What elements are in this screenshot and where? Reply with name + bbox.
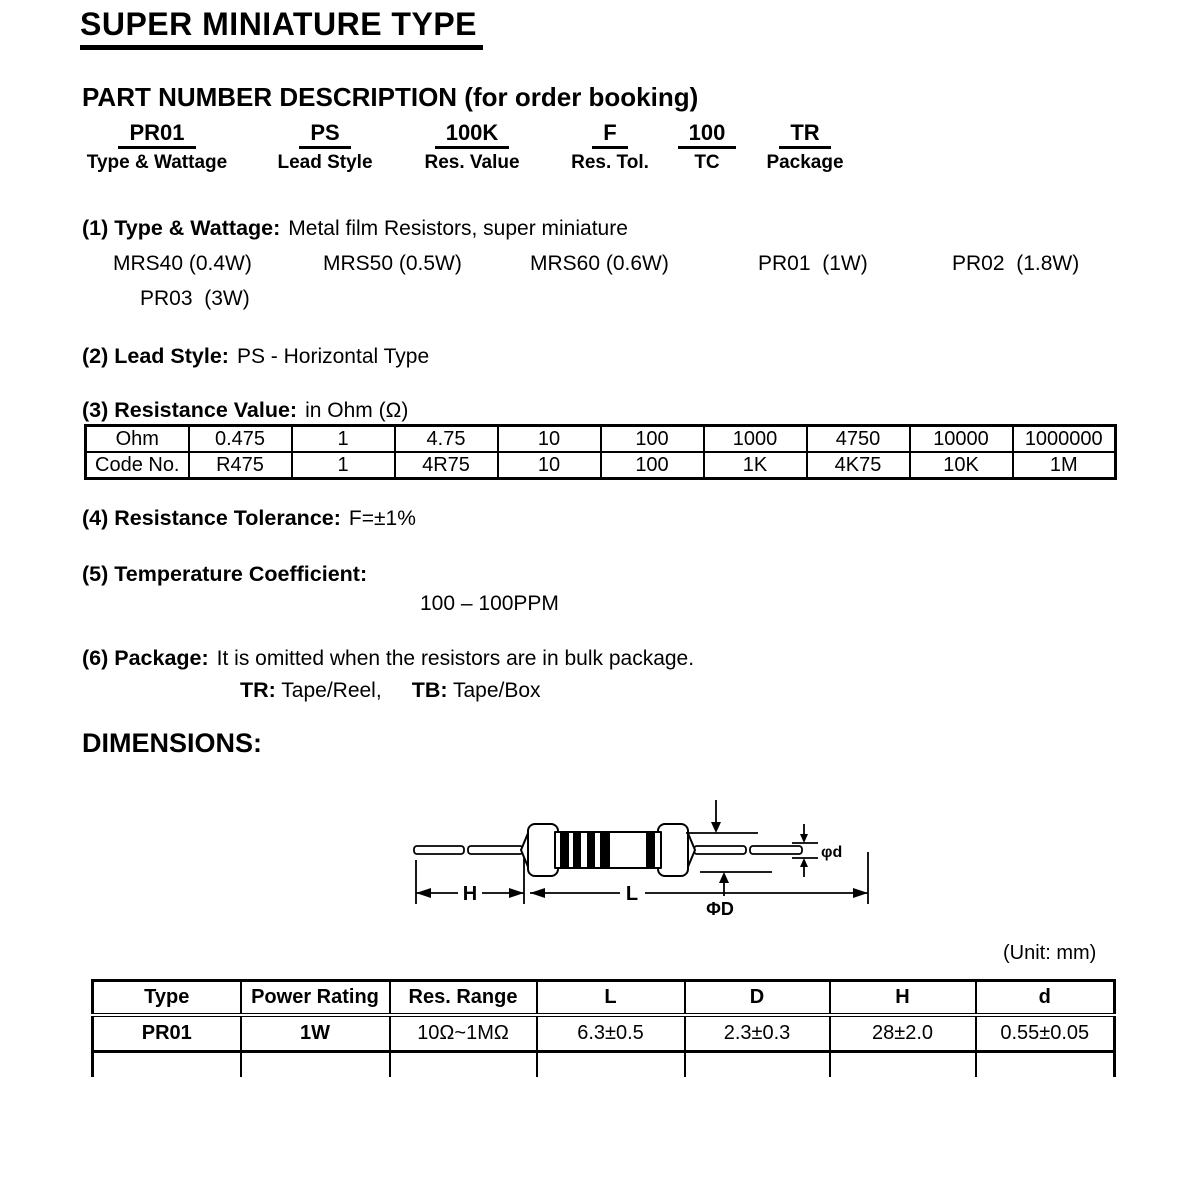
section-1-heading [82,216,628,241]
ohm-cell: 0.475 [189,426,292,453]
type-item: MRS60 (0.6W) [530,252,669,275]
col-header: d [976,981,1115,1016]
d-cell: 2.3±0.3 [685,1015,830,1052]
pn-field-restol [550,120,670,174]
section-2-text: PS - Horizontal Type [236,345,430,368]
tb-text: Tape/Box [447,679,541,702]
ohm-cell: 4750 [807,426,910,453]
section-6-text: It is omitted when the resistors are in bulk package. [216,647,695,670]
code-cell: 10 [498,452,601,479]
resistor-dimension-diagram [400,786,900,926]
type-cell: PR01 [93,1015,241,1052]
section-5-heading [82,562,367,587]
pn-field-package [745,120,865,174]
dim-label-lead-dia: φd [821,844,843,861]
pn-field-type [72,120,242,174]
h-cell: 28±2.0 [830,1015,976,1052]
dim-label-body-dia: ΦD [706,899,734,919]
col-header: Power Rating [241,981,390,1016]
tr-label: TR: [240,678,276,702]
tb-label: TB: [411,678,448,702]
col-header: Res. Range [390,981,537,1016]
pn-code: PS [299,120,350,149]
ohm-cell: 1 [292,426,395,453]
section-5-label: (5) Temperature Coefficient: [82,562,368,586]
dimensions-heading: DIMENSIONS: [82,728,263,758]
pn-label: Package [766,152,844,174]
section-3-heading [82,398,408,423]
pn-code: PR01 [118,120,195,149]
code-cell: 1K [704,452,807,479]
section-4-label: (4) Resistance Tolerance: [82,506,341,530]
dim-label-h: H [462,883,478,905]
col-header: L [537,981,685,1016]
pn-label: Res. Tol. [571,152,649,174]
ohm-cell: 100 [601,426,704,453]
ohm-cell: Ohm [86,426,189,453]
col-header: H [830,981,976,1016]
pn-field-lead [260,120,390,174]
code-cell: 1 [292,452,395,479]
section-1-label: (1) Type & Wattage: [82,216,281,240]
ohm-cell: 10 [498,426,601,453]
table-row [86,452,1116,479]
pn-label: Type & Wattage [86,152,228,174]
tc-value: 100 – 100PPM [420,592,559,615]
type-item: PR02 (1.8W) [952,252,1080,275]
dim-label-l: L [625,883,639,905]
type-item: PR03 (3W) [140,287,250,310]
code-cell: 1M [1013,452,1116,479]
pn-label: TC [694,152,720,174]
type-item: MRS40 (0.4W) [113,252,252,275]
ohm-cell: 1000000 [1013,426,1116,453]
section-4-text: F=±1% [348,507,416,530]
table-row [93,1015,1115,1052]
section-4-heading [82,506,416,531]
code-cell: 10K [910,452,1013,479]
section-2-label: (2) Lead Style: [82,344,229,368]
section-6-heading [82,646,694,671]
resistance-value-table [84,424,1117,480]
page-title: SUPER MINIATURE TYPE [80,6,483,50]
ohm-cell: 10000 [910,426,1013,453]
table-row [86,426,1116,453]
pn-field-resvalue [407,120,537,174]
type-item: MRS50 (0.5W) [323,252,462,275]
tr-text: Tape/Reel, [275,679,382,702]
col-header: D [685,981,830,1016]
ohm-cell: 4.75 [395,426,498,453]
pn-code: F [592,120,627,149]
section-3-text: in Ohm (Ω) [305,399,409,422]
d-lower-cell: 0.55±0.05 [976,1015,1115,1052]
table-stub-row [93,1052,1115,1078]
code-cell: 4K75 [807,452,910,479]
part-number-heading: PART NUMBER DESCRIPTION (for order booking) [82,82,699,112]
pn-code: 100K [435,120,510,149]
l-cell: 6.3±0.5 [537,1015,685,1052]
code-cell: 100 [601,452,704,479]
pn-code: 100 [678,120,737,149]
code-cell: 4R75 [395,452,498,479]
pn-label: Lead Style [277,152,373,174]
unit-note: (Unit: mm) [1003,942,1097,964]
power-cell: 1W [241,1015,390,1052]
col-header: Type [93,981,241,1016]
ohm-cell: 1000 [704,426,807,453]
range-cell: 10Ω~1MΩ [390,1015,537,1052]
type-item: PR01 (1W) [758,252,868,275]
package-options-line [240,678,541,703]
pn-field-tc [662,120,752,174]
code-cell: Code No. [86,452,189,479]
pn-code: TR [779,120,830,149]
section-6-label: (6) Package: [82,646,209,670]
section-2-heading [82,344,429,369]
dimensions-table [91,979,1116,1077]
section-3-label: (3) Resistance Value: [82,398,298,422]
section-1-text: Metal film Resistors, super miniature [288,217,628,240]
pn-label: Res. Value [424,152,520,174]
code-cell: R475 [189,452,292,479]
table-header-row [93,981,1115,1016]
